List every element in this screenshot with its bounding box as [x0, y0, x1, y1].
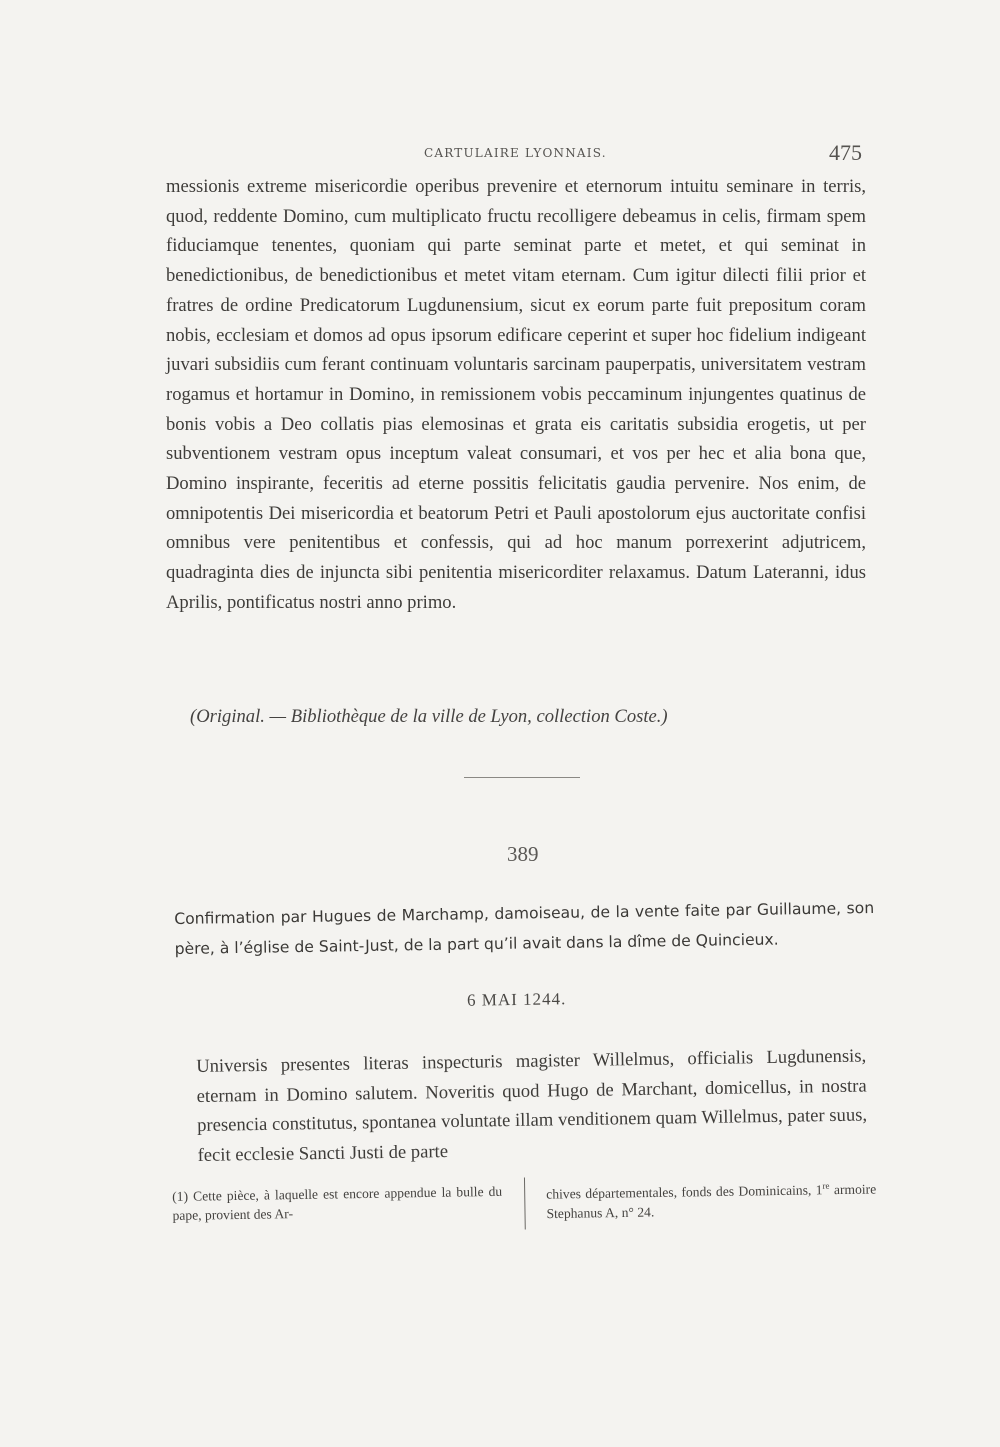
charter-number: 389: [507, 842, 539, 866]
charter-date: 6 MAI 1244.: [466, 989, 567, 1010]
footnote-right-text: chives départementales, fonds des Dominicains, 1: [546, 1182, 823, 1202]
page-number: 475: [829, 140, 862, 165]
footnote-right: [546, 1176, 877, 1223]
running-head: [0, 140, 1000, 170]
source-note: (Original. — Bibliothèque de la ville de Lyon, collection Coste.): [190, 706, 668, 727]
charter-text: Universis presentes literas inspecturis magister Willelmus, officialis Lugdunensis, eternam in Domino salutem. Noveritis quod Hugo de Marchant, domicellus, in nostra presencia constitutus, spontanea voluntate illam venditionem quam Willelmus, pater suus, fecit ecclesie Sancti Justi de parte: [196, 1045, 868, 1166]
charter-summary: Confirmation par Hugues de Marchamp, damoiseau, de la vente faite par Guillaume, son père, à l’église de Saint-Just, de la part qu’il avait dans la dîme de Quincieux.: [174, 899, 875, 958]
continuation-text: messionis extreme misericordie operibus prevenire et eternorum intuitu seminare in terris, quod, reddente Domino, cum multiplicato fructu recolligere debeamus in celis, firmam spem fiduciamque tenentes, quoniam qui parte seminat parte et metet, et qui seminat in benedictionibus, de benedictionibus et metet vitam eternam. Cum igitur dilecti filii prior et fratres de ordine Predicatorum Lugdunensium, sicut ex eorum parte fuit prepositum coram nobis, ecclesiam et domos ad opus ipsorum edificare ceperint et super hoc fidelium indigeant juvari subsidiis cum ferant continuam voluntaris sarcinam pauperpatis, universitatem vestram rogamus et hortamur in Domino, in remissionem vobis peccaminum injungentes quatinus de bonis vobis a Deo collatis pias elemosinas et grata eis caritatis subsidia erogetis, ut per subventionem vestram opus inceptum valeat consumari, et vos per hec et alia bona que, Domino inspirante, feceritis ad eterne possitis felicitatis gaudia pervenire. Nos enim, de omnipotentis Dei misericordia et beatorum Petri et Pauli apostolorum ejus auctoritate confisi omnibus vere penitentibus et confessis, qui ad hoc manum porrexerint adjutricem, quadraginta dies de injuncta sibi penitentia misericorditer relaxamus. Datum Lateranni, idus Aprilis, pontificatus nostri anno primo.: [166, 176, 866, 613]
running-title: CARTULAIRE LYONNAIS.: [424, 146, 607, 160]
footnote-left: (1) Cette pièce, à laquelle est encore appendue la bulle du pape, provient des Ar-: [172, 1183, 503, 1223]
section-divider: [464, 777, 580, 778]
footnote-column-divider: [524, 1177, 526, 1229]
footnotes: [172, 1172, 877, 1243]
footnote-right-text-end: armoire Stephanus A, n° 24.: [546, 1181, 877, 1221]
footnote-superscript: re: [822, 1180, 830, 1191]
